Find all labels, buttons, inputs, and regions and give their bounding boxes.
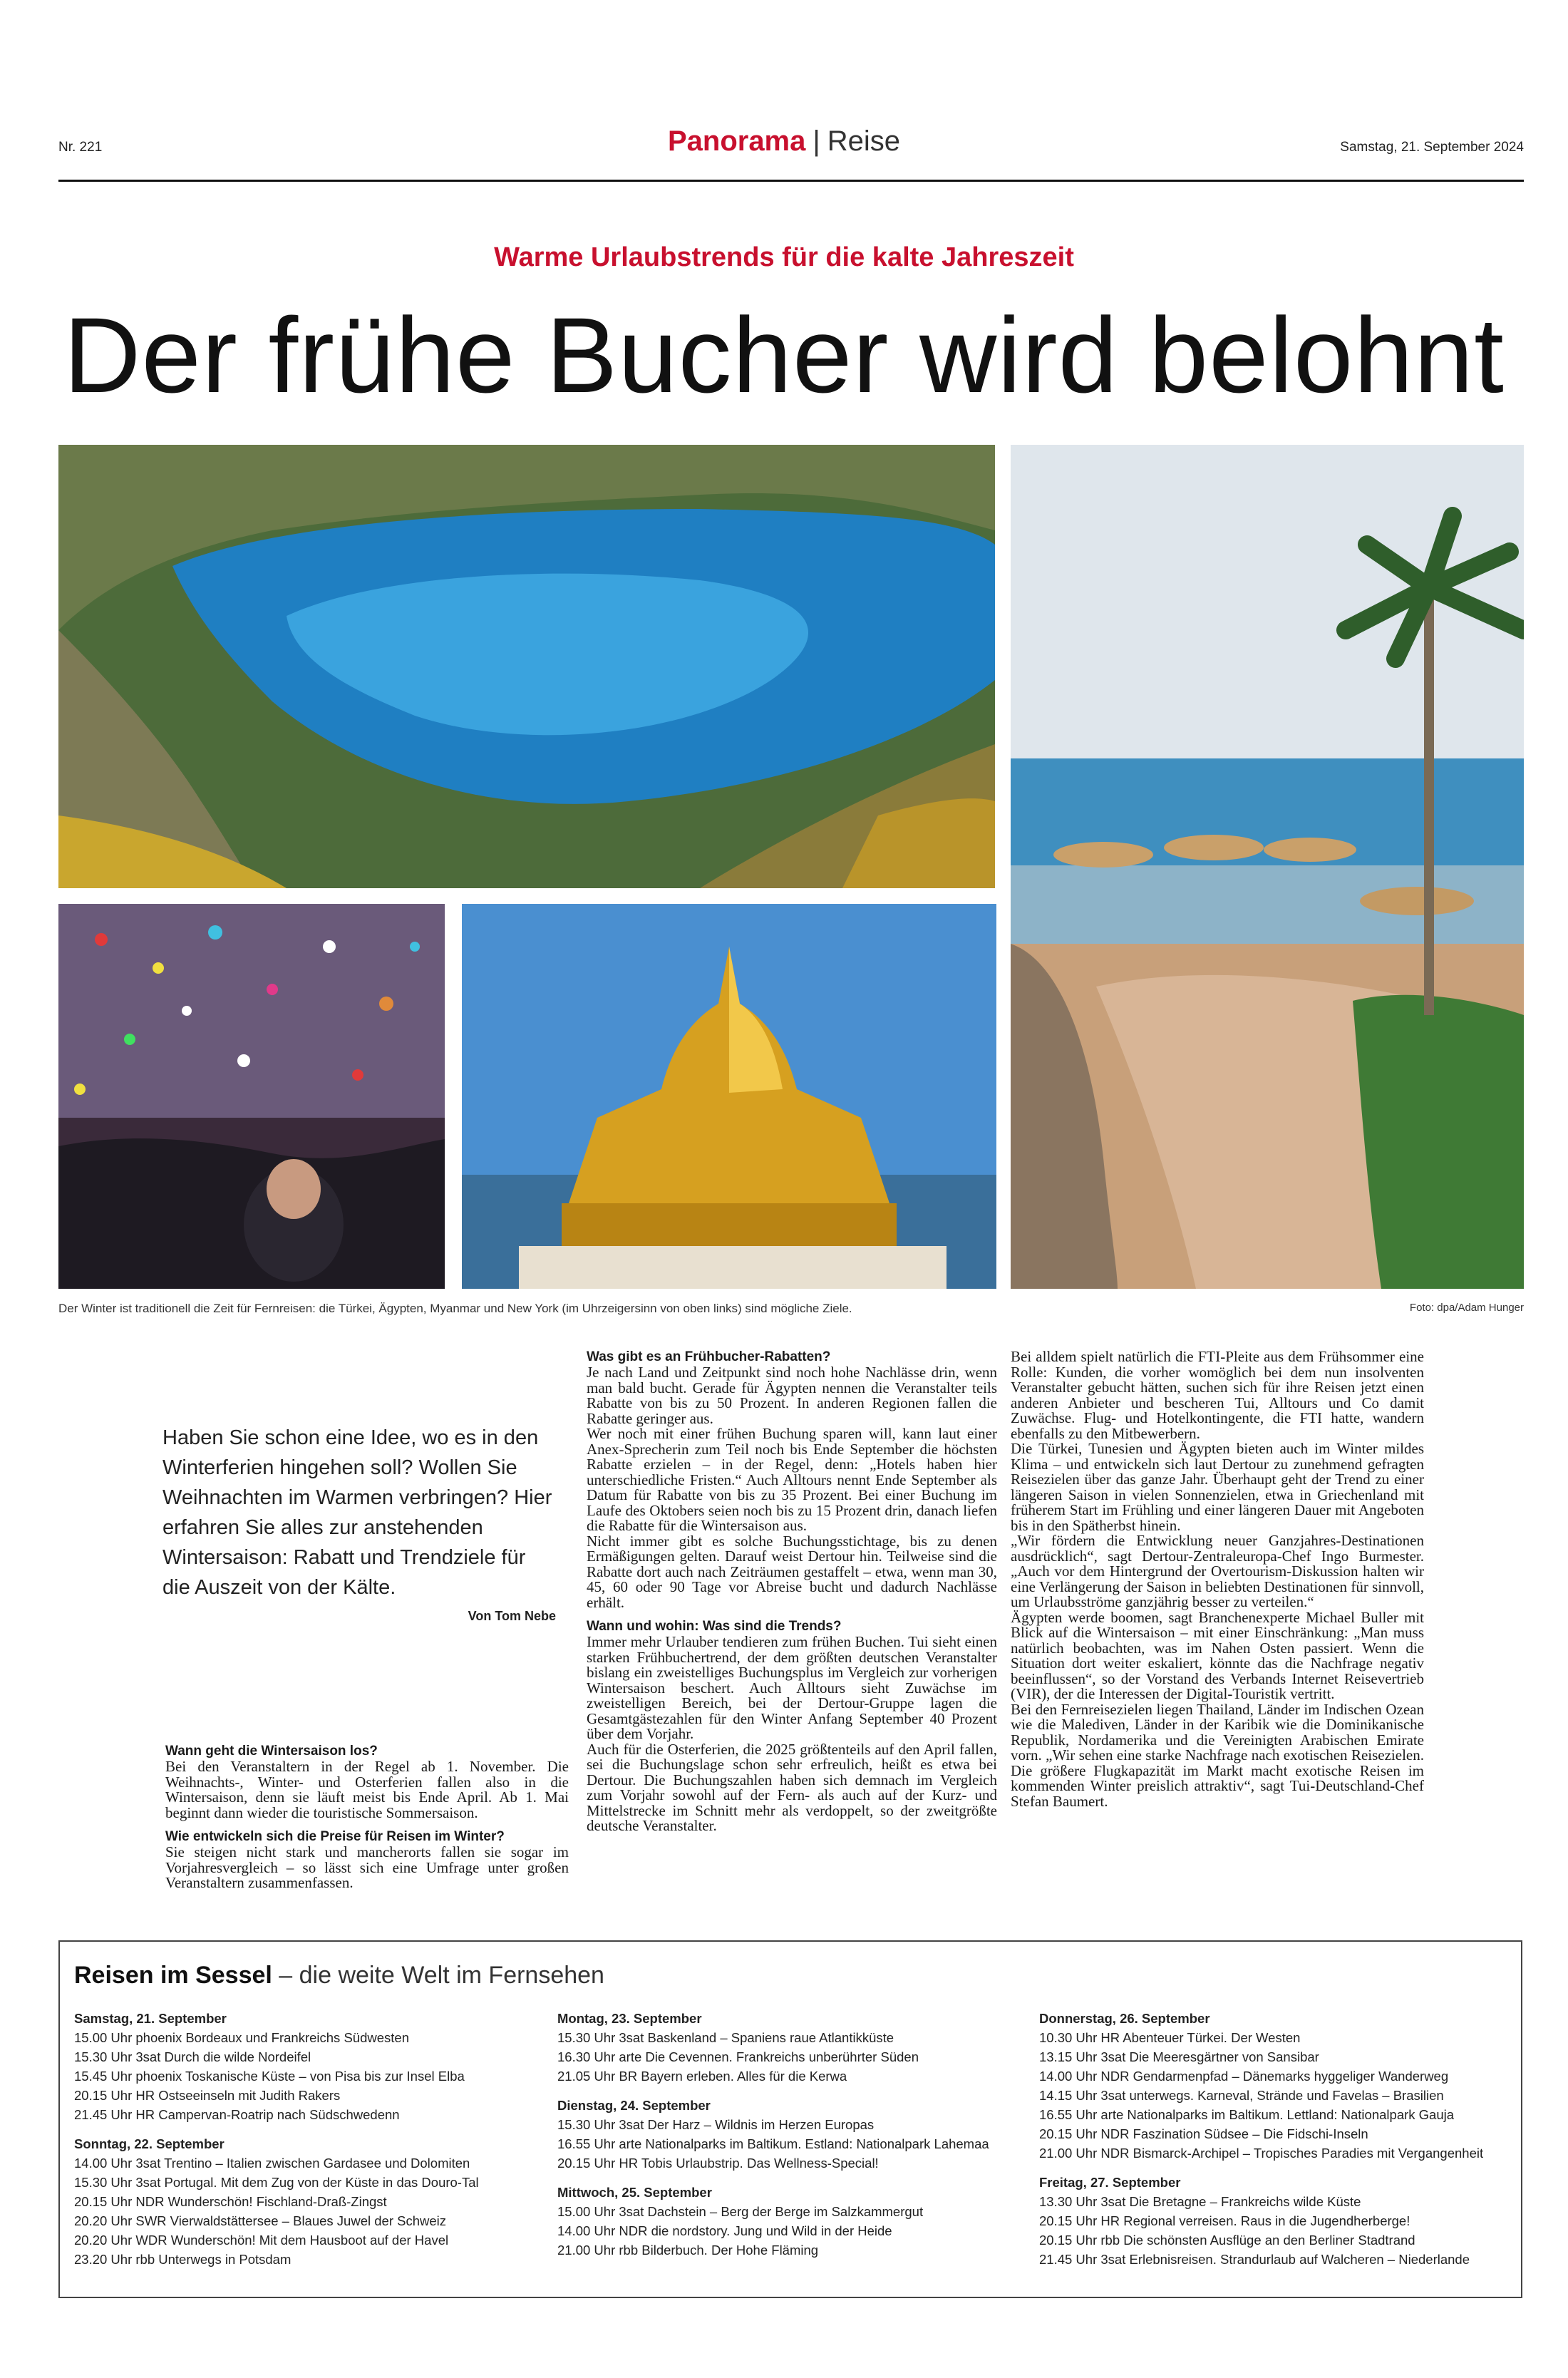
subsection-name: Reise xyxy=(827,125,901,157)
paragraph: Bei alldem spielt natürlich die FTI-Pleite aus dem Frühsommer eine Rolle: Kunden, die vorher womöglich bei dem nun insolventen Veranstalter gebucht hätten, suchen sich für ihre Reisen jetzt einen anderen Anbieter und bescheren Tui, Alltours und Co damit Zuwächse. Flug- und Hotelkontingente, die FTI hatte, wandern ebenfalls zu den Mitbewerbern. xyxy=(1011,1348,1424,1442)
photo-credit: Foto: dpa/Adam Hunger xyxy=(1409,1302,1524,1314)
photo-new-york-confetti xyxy=(58,904,445,1289)
tv-listing: 20.15 Uhr NDR Faszination Südsee – Die Fidschi-Inseln xyxy=(1039,2126,1368,2141)
tv-column-3 xyxy=(1039,2009,1510,2269)
section-separator: | xyxy=(813,125,820,157)
paragraph: Je nach Land und Zeitpunkt sind noch hohe Nachlässe drin, wenn man bald bucht. Gerade für Ägypten nennen die Veranstalter teils Rabatte von bis zu 50 Prozent. In anderen Regionen fallen die Rabatte geringer aus. xyxy=(587,1364,997,1427)
article-kicker: Warme Urlaubstrends für die kalte Jahreszeit xyxy=(494,242,1074,272)
issue-date: Samstag, 21. September 2024 xyxy=(1340,140,1524,155)
paragraph: Bei den Fernreisezielen liegen Thailand, Länder im Indischen Ozean wie die Malediven, Länder in der Karibik wie die Dominikanische Republik, Nordamerika und die Vereinigten Arabischen Emirate vorn. „Wir sehen eine starke Nachfrage nach exotischen Reisezielen. Die größere Flugkapazität im Markt macht exotische Reisen im kommenden Winter preislich attraktiv“, sagt Tui-Deutschland-Chef Stefan Baumert. xyxy=(1011,1700,1424,1810)
tv-listing: 14.00 Uhr NDR Gendarmenpfad – Dänemarks hyggeliger Wanderweg xyxy=(1039,2069,1449,2084)
tv-listing: 15.00 Uhr phoenix Bordeaux und Frankreichs Südwesten xyxy=(74,2030,409,2045)
tv-day-heading: Mittwoch, 25. September xyxy=(557,2185,712,2200)
tv-column-1 xyxy=(74,2009,530,2269)
paragraph: Auch für die Osterferien, die 2025 größtenteils auf den April fallen, sei die Buchungslage schon sehr erfreulich, heißt es etwa bei Dertour. Die Buchungszahlen haben sich demnach im Vergleich zum Vorjahr sowohl auf der Fern- als auch auf der Kurz- und Mittelstrecke im Schnitt mehr als verdoppelt, so der zweitgrößte deutsche Veranstalter. xyxy=(587,1740,997,1834)
subheading: Wie entwickeln sich die Preise für Reisen im Winter? xyxy=(165,1829,505,1844)
tv-listing: 23.20 Uhr rbb Unterwegs in Potsdam xyxy=(74,2252,292,2267)
paragraph: Die Türkei, Tunesien und Ägypten bieten auch im Winter mildes Klima – und entwickeln sich laut Dertour zu zunehmend gefragten Reisezielen über das ganze Jahr. Überhaupt geht der Trend zu einer längeren Saison in vielen Sonnenzielen, etwa in Griechenland mit früherem Start im Frühling und einer längeren Dauer mit Angeboten bis in den Spätherbst hinein. xyxy=(1011,1440,1424,1534)
tv-listing: 16.55 Uhr arte Nationalparks im Baltikum. Estland: Nationalpark Lahemaa xyxy=(557,2136,989,2151)
photo-caption: Der Winter ist traditionell die Zeit für Fernreisen: die Türkei, Ägypten, Myanmar und New York (im Uhrzeigersinn von oben links) sind mögliche Ziele. xyxy=(58,1302,852,1315)
issue-number: Nr. 221 xyxy=(58,140,103,155)
photo-turkey-bay xyxy=(58,445,995,888)
tv-listing: 15.30 Uhr 3sat Der Harz – Wildnis im Herzen Europas xyxy=(557,2117,875,2132)
tv-listing: 15.30 Uhr 3sat Portugal. Mit dem Zug von der Küste in das Douro-Tal xyxy=(74,2175,479,2190)
tv-listing: 16.55 Uhr arte Nationalparks im Baltikum. Lettland: Nationalpark Gauja xyxy=(1039,2107,1455,2122)
photo-egypt-beach xyxy=(1011,445,1524,1289)
tv-column-2 xyxy=(557,2009,1028,2260)
tv-listing: 20.20 Uhr SWR Vierwaldstättersee – Blaues Juwel der Schweiz xyxy=(74,2213,447,2228)
paragraph: Sie steigen nicht stark und mancherorts fallen sie sogar im Vorjahresvergleich – so lässt sich eine Umfrage unter großen Veranstaltern zusammenfassen. xyxy=(165,1843,569,1891)
tv-listing: 14.15 Uhr 3sat unterwegs. Karneval, Strände und Favelas – Brasilien xyxy=(1039,2088,1444,2103)
tv-day-heading: Sonntag, 22. September xyxy=(74,2136,225,2151)
subheading: Wann und wohin: Was sind die Trends? xyxy=(587,1619,842,1634)
article-column-3 xyxy=(1011,1349,1424,1809)
tv-day-heading: Freitag, 27. September xyxy=(1039,2175,1181,2190)
tv-day-heading: Samstag, 21. September xyxy=(74,2011,227,2026)
article-intro: Haben Sie schon eine Idee, wo es in den Winterferien hingehen soll? Wollen Sie Weihnachten im Warmen verbringen? Hier erfahren Sie alles zur anstehenden Wintersaison: Rabatt und Trendziele für die Auszeit von der Kälte. xyxy=(163,1426,552,1599)
tv-listings-title xyxy=(74,1962,604,1990)
paragraph: Ägypten werde boomen, sagt Branchenexperte Michael Buller mit Blick auf die Wintersaison – mit einer Einschränkung: „Man muss natürlich beobachten, was im Nahen Osten passiert. Wenn die Situation dort weiter eskaliert, könnte das die Nachfrage negativ beeinflussen“, so der Vorstand des Verbands Internet Reisevertrieb (VIR), der die Interessen der Digital-Touristik vertritt. xyxy=(1011,1608,1424,1702)
tv-listing: 21.45 Uhr HR Campervan-Roatrip nach Südschwedenn xyxy=(74,2107,400,2122)
article-byline: Von Tom Nebe xyxy=(468,1609,556,1623)
tv-listing: 20.15 Uhr NDR Wunderschön! Fischland-Draß-Zingst xyxy=(74,2194,387,2209)
tv-listing: 14.00 Uhr 3sat Trentino – Italien zwischen Gardasee und Dolomiten xyxy=(74,2156,470,2171)
section-heading xyxy=(0,125,1568,158)
tv-listing: 20.15 Uhr HR Ostseeinseln mit Judith Rakers xyxy=(74,2088,341,2103)
tv-listing: 13.30 Uhr 3sat Die Bretagne – Frankreichs wilde Küste xyxy=(1039,2194,1361,2209)
tv-listing: 15.00 Uhr 3sat Dachstein – Berg der Berge im Salzkammergut xyxy=(557,2204,924,2219)
tv-listing: 20.15 Uhr HR Regional verreisen. Raus in die Jugendherberge! xyxy=(1039,2213,1410,2228)
tv-listing: 13.15 Uhr 3sat Die Meeresgärtner von Sansibar xyxy=(1039,2049,1319,2064)
tv-day-heading: Donnerstag, 26. September xyxy=(1039,2011,1210,2026)
tv-listing: 20.20 Uhr WDR Wunderschön! Mit dem Hausboot auf der Havel xyxy=(74,2233,449,2248)
tv-listing: 16.30 Uhr arte Die Cevennen. Frankreichs unberührter Süden xyxy=(557,2049,919,2064)
tv-listing: 15.30 Uhr 3sat Durch die wilde Nordeifel xyxy=(74,2049,311,2064)
paragraph: Nicht immer gibt es solche Buchungsstichtage, bis zu denen Ermäßigungen gelten. Darauf weist Dertour hin. Teilweise sind die Rabatte dort auch nach Zeiträumen gestaffelt – etwa, wenn man 30, 45, 60 oder 90 Tage vor Abreise bucht und dadurch Nachlässe erhält. xyxy=(587,1532,997,1611)
photo-myanmar-pagoda xyxy=(462,904,996,1289)
tv-listing: 10.30 Uhr HR Abenteuer Türkei. Der Westen xyxy=(1039,2030,1301,2045)
paragraph: „Wir fördern die Entwicklung neuer Ganzjahres-Destinationen ausdrücklich“, sagt Dertour-Zentraleuropa-Chef Ingo Burmester. „Auch vor dem Hintergrund der Overtourism-Diskussion halten wir eine Verlängerung der Saison in beliebten Destinationen für sinnvoll, um Urlaubsströme ganzjährig besser zu verteilen.“ xyxy=(1011,1532,1424,1610)
subheading: Wann geht die Wintersaison los? xyxy=(165,1744,378,1759)
paragraph: Bei den Veranstaltern in der Regel ab 1. November. Die Weihnachts-, Winter- und Osterferien fallen also in die Wintersaison, denn sie läuft meist bis Ende April. Ab 1. Mai beginnt dann wieder die touristische Sommersaison. xyxy=(165,1758,569,1821)
tv-listing: 15.30 Uhr 3sat Baskenland – Spaniens raue Atlantikküste xyxy=(557,2030,894,2045)
tv-listing: 21.05 Uhr BR Bayern erleben. Alles für die Kerwa xyxy=(557,2069,847,2084)
tv-listing: 14.00 Uhr NDR die nordstory. Jung und Wild in der Heide xyxy=(557,2223,892,2238)
article-column-1 xyxy=(165,1744,569,1891)
tv-title-sub: – die weite Welt im Fernsehen xyxy=(272,1962,604,1989)
tv-day-heading: Montag, 23. September xyxy=(557,2011,702,2026)
subheading: Was gibt es an Frühbucher-Rabatten? xyxy=(587,1349,831,1364)
tv-listing: 21.00 Uhr NDR Bismarck-Archipel – Tropisches Paradies mit Vergangenheit xyxy=(1039,2146,1484,2161)
tv-listing: 21.00 Uhr rbb Bilderbuch. Der Hohe Fläming xyxy=(557,2243,819,2258)
tv-listing: 20.15 Uhr rbb Die schönsten Ausflüge an den Berliner Stadtrand xyxy=(1039,2233,1415,2248)
header-rule xyxy=(58,180,1524,182)
tv-day-heading: Dienstag, 24. September xyxy=(557,2098,711,2113)
paragraph: Immer mehr Urlauber tendieren zum frühen Buchen. Tui sieht einen starken Frühbuchertrend, der dem größten deutschen Veranstalter bislang ein zweistelliges Buchungsplus im Vergleich zur vorherigen Wintersaison beschert. Auch Alltours sieht Zuwächse im zweistelligen Bereich, bei der Dertour-Gruppe lagen die Gesamtgästezahlen für den Winter Anfang September 40 Prozent über dem Vorjahr. xyxy=(587,1633,997,1742)
tv-listing: 21.45 Uhr 3sat Erlebnisreisen. Strandurlaub auf Walcheren – Niederlande xyxy=(1039,2252,1470,2267)
article-column-2 xyxy=(587,1349,997,1834)
paragraph: Wer noch mit einer frühen Buchung sparen will, kann laut einer Anex-Sprecherin zum Teil noch bis Ende September die höchsten Rabatte erzielen – in der Regel, denn: „Hotels haben hier unterschiedliche Fristen.“ Auch Alltours nennt Ende September als Datum für Rabatte von bis zu 35 Prozent. Bei einer Buchung im Laufe des Oktobers seien noch bis zu 15 Prozent drin, danach liefen die Rabatte für die Wintersaison aus. xyxy=(587,1425,997,1534)
tv-listing: 15.45 Uhr phoenix Toskanische Küste – von Pisa bis zur Insel Elba xyxy=(74,2069,465,2084)
tv-title-main: Reisen im Sessel xyxy=(74,1962,272,1989)
section-name: Panorama xyxy=(667,125,806,157)
tv-listing: 20.15 Uhr HR Tobis Urlaubstrip. Das Wellness-Special! xyxy=(557,2156,879,2171)
article-headline: Der frühe Bucher wird belohnt xyxy=(63,295,1505,415)
